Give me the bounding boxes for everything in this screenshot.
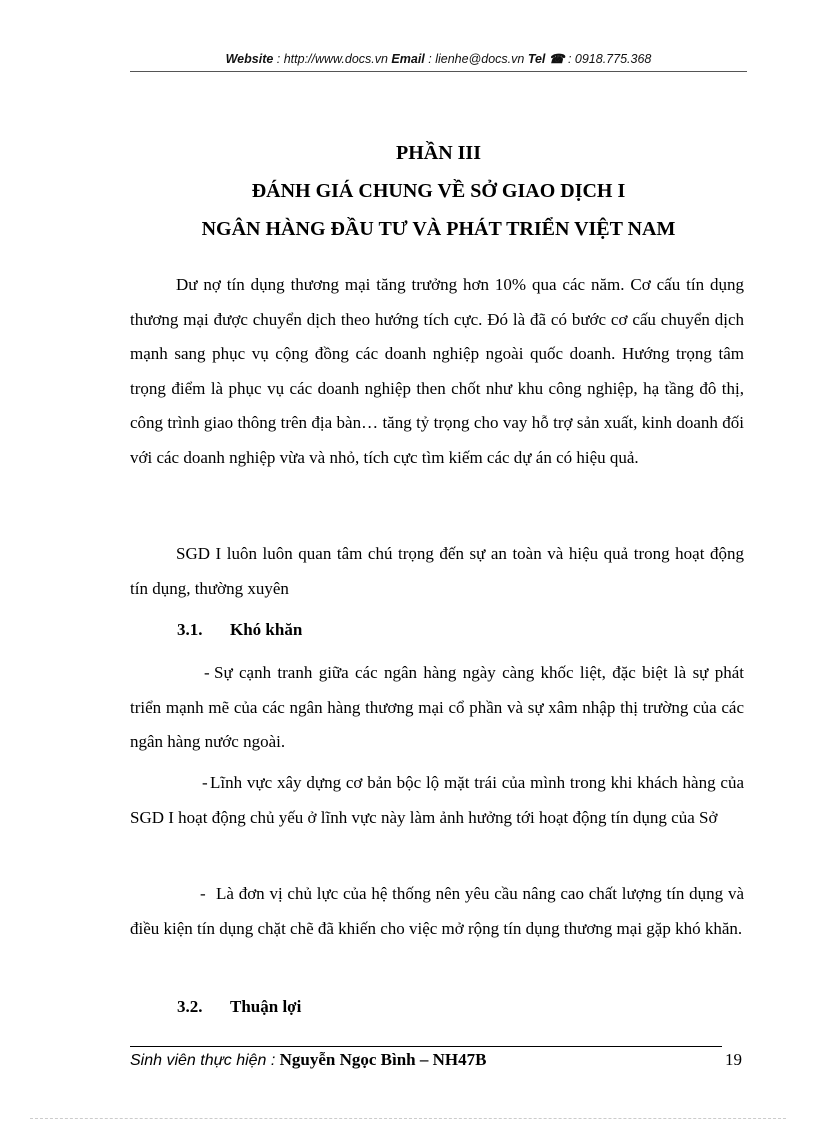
page-bottom-border — [30, 1118, 786, 1119]
footer-label: Sinh viên thực hiện : — [130, 1052, 276, 1069]
section-heading-3-2 — [177, 997, 301, 1017]
bullet-item-2: - Lĩnh vực xây dựng cơ bản bộc lộ mặt trái của mình trong khi khách hàng của SGD I hoạt động chủ yếu ở lĩnh vực này làm ảnh hưởng tới hoạt động tín dụng của Sở — [130, 773, 744, 827]
paragraph-1: Dư nợ tín dụng thương mại tăng trưởng hơn 10% qua các năm. Cơ cấu tín dụng thương mại được chuyển dịch theo hướng tích cực. Đó là đã có bước cơ cấu chuyển dịch mạnh sang phục vụ cộng đồng các doanh nghiệp ngoài quốc doanh. Hướng trọng tâm trọng điểm là phục vụ các doanh nghiệp then chốt như khu công nghiệp, hạ tầng đô thị, công trình giao thông trên địa bàn… tăng tỷ trọng cho vay hỗ trợ sản xuất, kinh doanh đối với các doanh nghiệp vừa và nhỏ, tích cực tìm kiếm các dự án có hiệu quả. — [130, 275, 744, 467]
website-value: : http://www.docs.vn — [273, 52, 392, 66]
section-number: 3.1. — [177, 620, 203, 639]
email-value: : lienhe@docs.vn — [424, 52, 528, 66]
chapter-subtitle: NGÂN HÀNG ĐẦU TƯ VÀ PHÁT TRIỂN VIỆT NAM — [201, 218, 676, 240]
header-divider — [130, 71, 747, 72]
section-title: Khó khăn — [230, 620, 303, 639]
tel-value: : 0918.775.368 — [564, 52, 652, 66]
section-number: 3.2. — [177, 997, 203, 1016]
section-title: Thuận lợi — [230, 997, 302, 1016]
page-number: 19 — [725, 1050, 742, 1069]
title-block — [100, 139, 777, 253]
email-label: Email — [391, 52, 425, 66]
tel-label: Tel — [527, 52, 546, 66]
bullet-item-1: - Sự cạnh tranh giữa các ngân hàng ngày càng khốc liệt, đặc biệt là sự phát triển mạnh mẽ của các ngân hàng thương mại cổ phần và sự xâm nhập thị trường của các ngân hàng nước ngoài. — [130, 663, 744, 751]
part-title: PHẦN III — [395, 142, 481, 164]
phone-icon: ☎ — [548, 52, 565, 66]
section-heading-3-1 — [177, 620, 302, 640]
bullet-item-3: - Là đơn vị chủ lực của hệ thống nên yêu cầu nâng cao chất lượng tín dụng và điều kiện tín dụng chặt chẽ đã khiến cho việc mở rộng tín dụng thương mại gặp khó khăn. — [130, 884, 744, 938]
footer-author — [130, 1050, 486, 1070]
author-name: Nguyễn Ngọc Bình – NH47B — [275, 1050, 487, 1069]
chapter-title: ĐÁNH GIÁ CHUNG VỀ SỞ GIAO DỊCH I — [251, 180, 626, 202]
website-label: Website — [225, 52, 274, 66]
paragraph-2: SGD I luôn luôn quan tâm chú trọng đến sự an toàn và hiệu quả trong hoạt động tín dụng, thường xuyên — [130, 544, 744, 598]
page-header — [130, 51, 747, 66]
footer-divider — [130, 1046, 722, 1047]
